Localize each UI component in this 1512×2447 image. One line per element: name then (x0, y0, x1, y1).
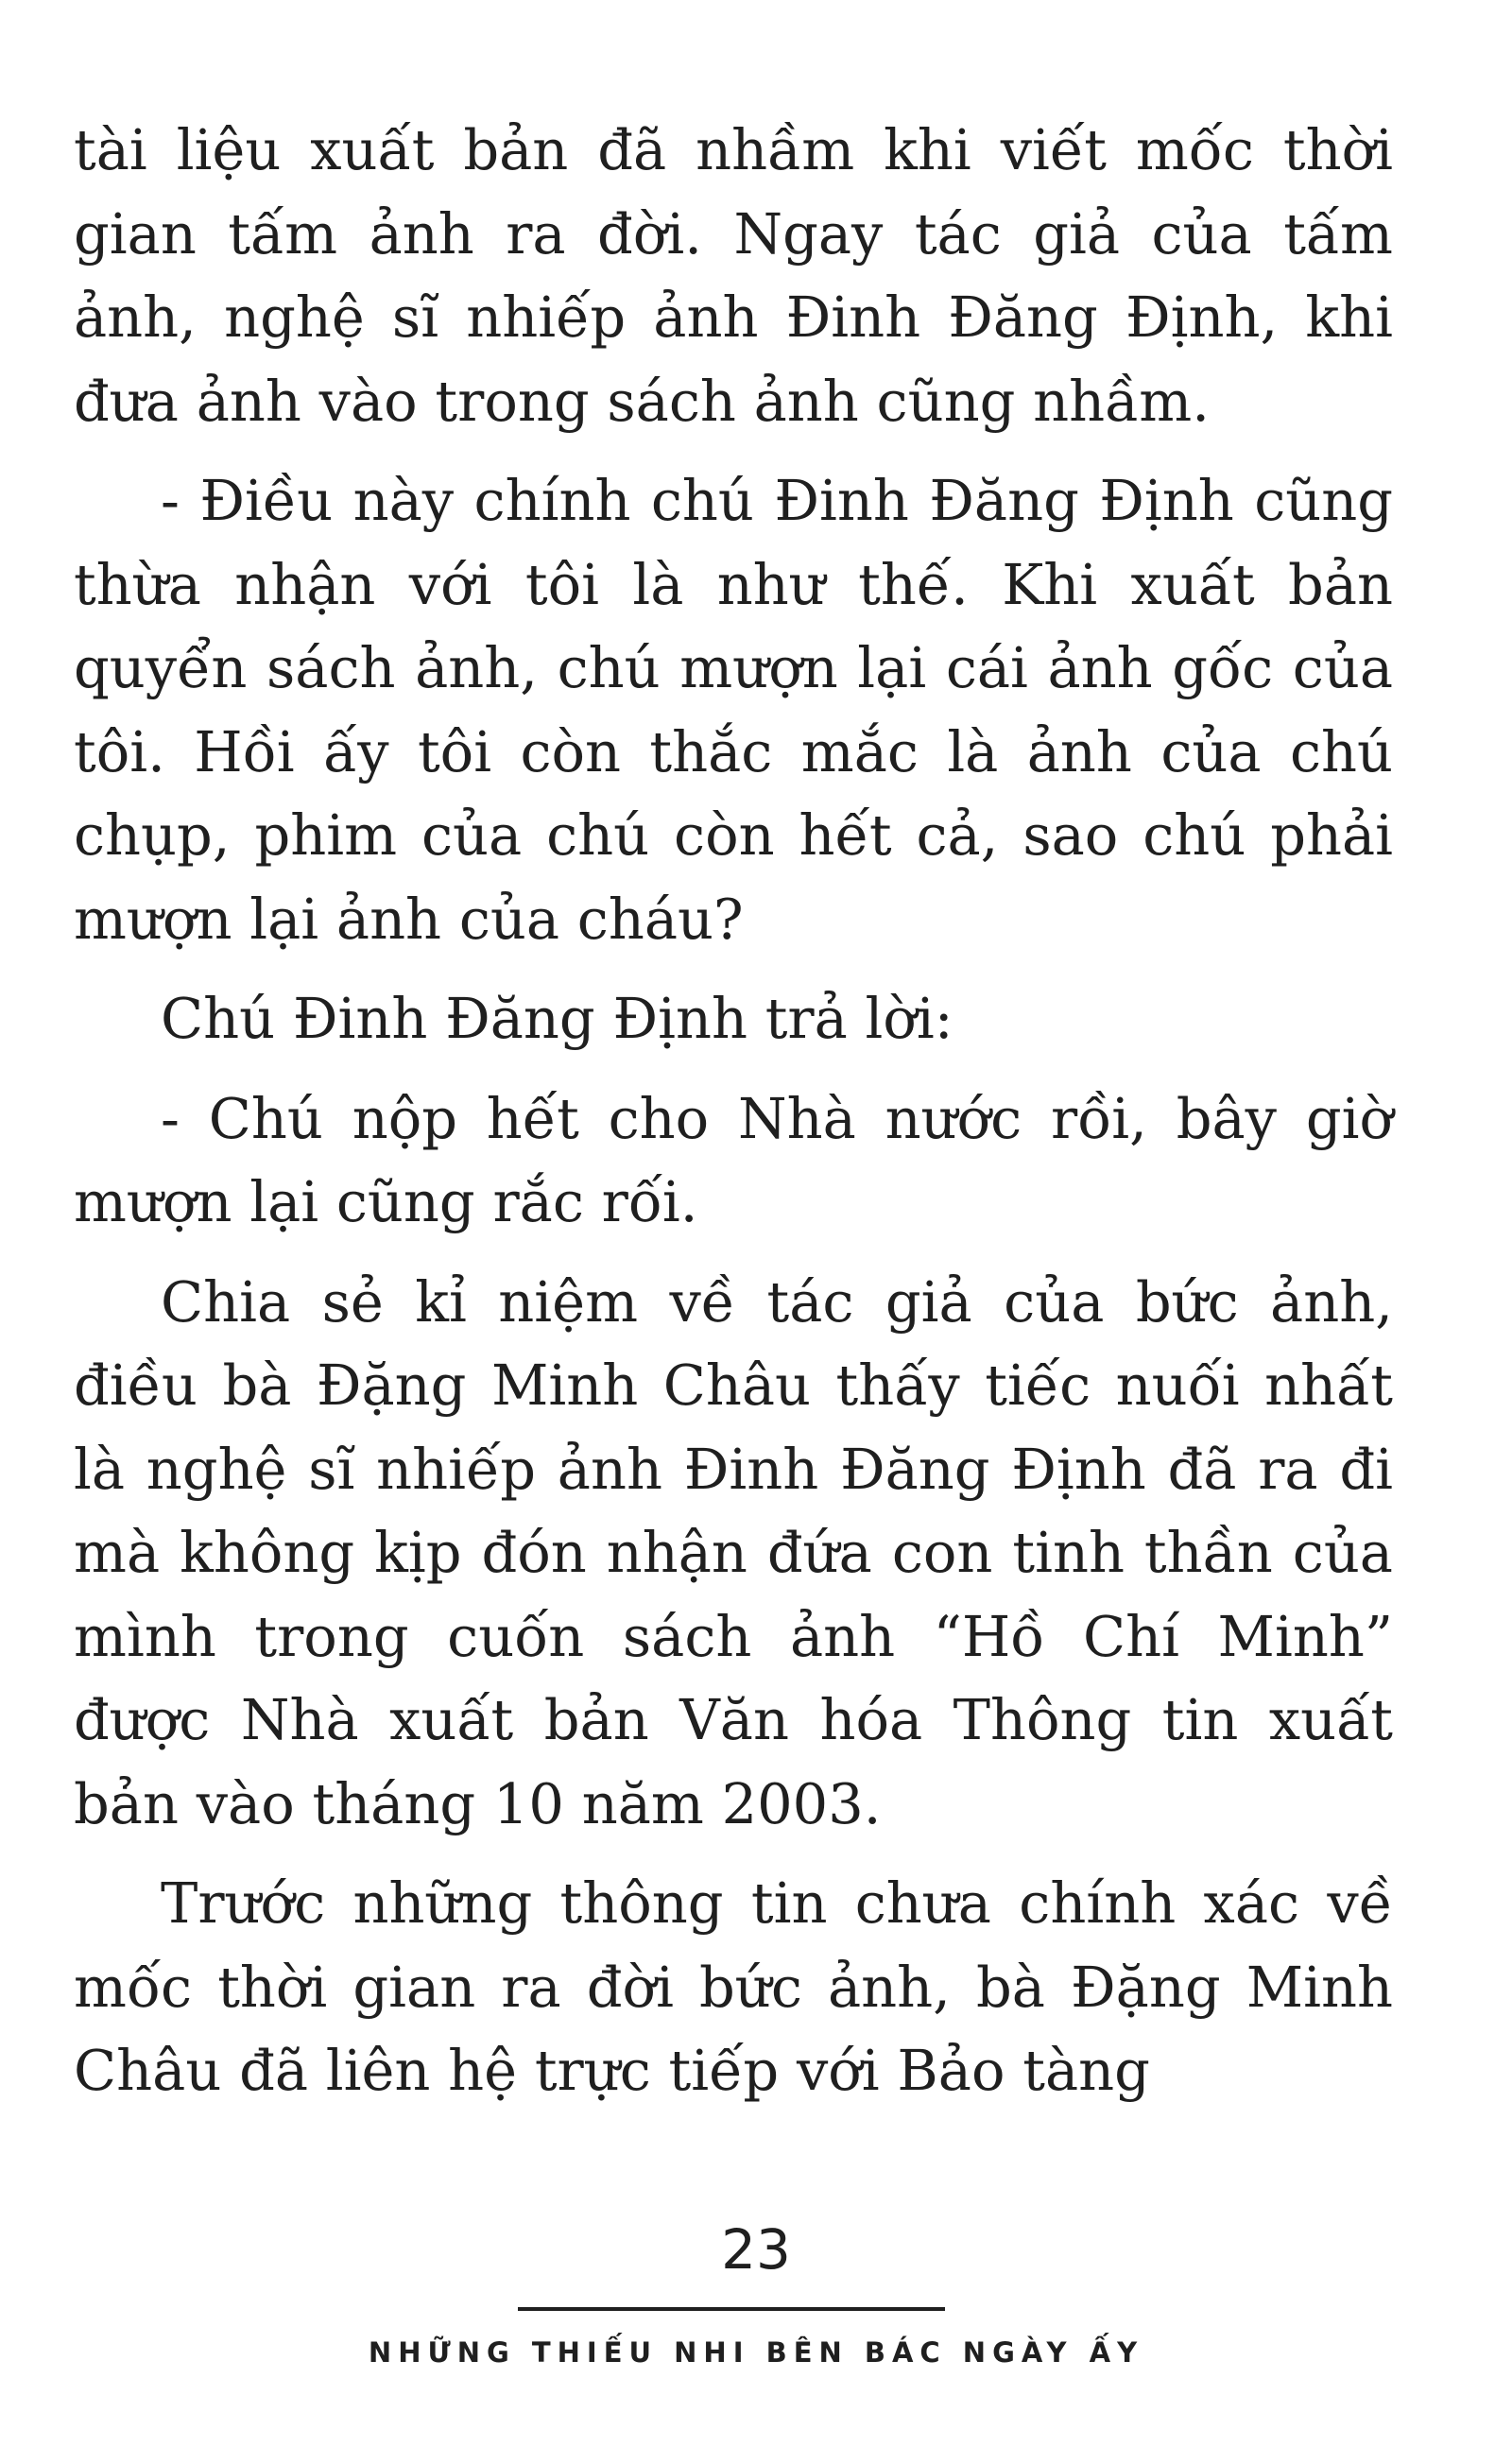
paragraph-6: Trước những thông tin chưa chính xác về mốc thời gian ra đời bức ảnh, bà Đặng Minh Châu đã liên hệ trực tiếp với Bảo tàng (74, 1870, 1393, 2103)
paragraph-1: tài liệu xuất bản đã nhầm khi viết mốc thời gian tấm ảnh ra đời. Ngay tác giả của tấm ảnh, nghệ sĩ nhiếp ảnh Đinh Đăng Định, khi đưa ảnh vào trong sách ảnh cũng nhầm. (74, 117, 1393, 434)
page-number: 23 (721, 2217, 791, 2282)
paragraph-5: Chia sẻ kỉ niệm về tác giả của bức ảnh, điều bà Đặng Minh Châu thấy tiếc nuối nhất là nghệ sĩ nhiếp ảnh Đinh Đăng Định đã ra đi mà không kịp đón nhận đứa con tinh thần của mình trong cuốn sách ảnh “Hồ Chí Minh” được Nhà xuất bản Văn hóa Thông tin xuất bản vào tháng 10 năm 2003. (74, 1268, 1393, 1836)
paragraph-3: Chú Đinh Đăng Định trả lời: (161, 986, 954, 1051)
body-text (74, 109, 1393, 2129)
footer-divider (518, 2307, 945, 2311)
paragraph-4: - Chú nộp hết cho Nhà nước rồi, bây giờ mượn lại cũng rắc rối. (74, 1085, 1393, 1234)
paragraph-2: - Điều này chính chú Đinh Đăng Định cũng thừa nhận với tôi là như thế. Khi xuất bản quyển sách ảnh, chú mượn lại cái ảnh gốc của tôi. Hồi ấy tôi còn thắc mắc là ảnh của chú chụp, phim của chú còn hết cả, sao chú phải mượn lại ảnh của cháu? (74, 468, 1393, 952)
running-footer-title: NHỮNG THIẾU NHI BÊN BÁC NGÀY ẤY (368, 2336, 1144, 2369)
